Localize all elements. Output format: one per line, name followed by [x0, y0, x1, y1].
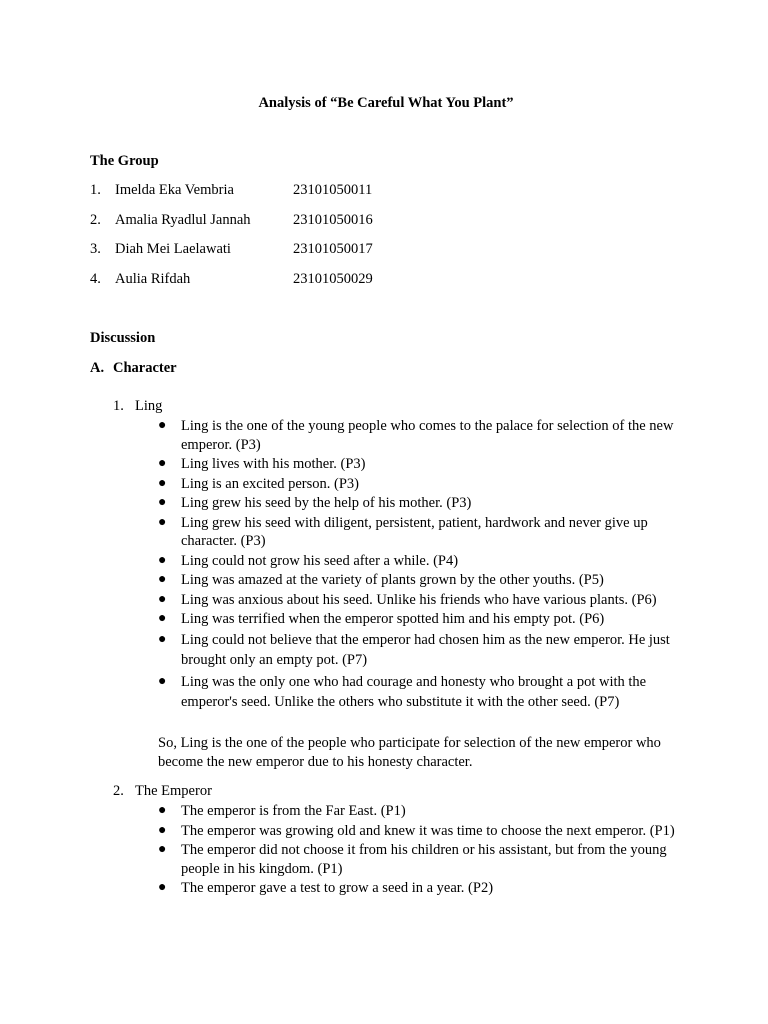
ling-summary: So, Ling is the one of the people who participate for selection of the new emperor who become the new emperor due to his honesty character.: [158, 735, 661, 770]
member-id: 23101050017: [293, 241, 373, 257]
point-text: Ling was the only one who had courage and honesty who brought a pot with the emperor's seed. Unlike the others who substitute it with the other seed. (P7): [181, 673, 647, 710]
bullet-icon: ●: [158, 842, 167, 857]
point-text: Ling grew his seed with diligent, persistent, patient, hardwork and never give up character. (P3): [181, 514, 648, 549]
group-member-row: [90, 212, 490, 232]
character-number: 2.: [113, 783, 124, 799]
bullet-icon: ●: [158, 822, 167, 838]
document-title: Analysis of “Be Careful What You Plant”: [258, 95, 514, 111]
point-text: Ling is an excited person. (P3): [181, 475, 359, 492]
list-item: [158, 630, 678, 671]
member-id: 23101050029: [293, 271, 373, 287]
bullet-icon: ●: [158, 673, 167, 689]
character-name: The Emperor: [135, 783, 212, 799]
point-text: Ling could not grow his seed after a while. (P4): [181, 552, 459, 569]
list-item: [158, 879, 678, 898]
list-item: [158, 822, 678, 841]
member-name: Amalia Ryadlul Jannah: [115, 212, 251, 228]
member-number: 3.: [90, 241, 101, 257]
discussion-heading: Discussion: [90, 330, 156, 346]
group-member-row: [90, 182, 490, 202]
bullet-icon: ●: [158, 803, 167, 818]
member-name: Imelda Eka Vembria: [115, 182, 234, 198]
bullet-icon: ●: [158, 475, 167, 491]
member-name: Diah Mei Laelawati: [115, 241, 231, 257]
list-item: [158, 802, 678, 821]
bullet-icon: ●: [158, 418, 167, 433]
bullet-icon: ●: [158, 552, 167, 568]
bullet-icon: ●: [158, 611, 167, 626]
member-number: 1.: [90, 182, 101, 198]
bullet-icon: ●: [158, 495, 167, 510]
list-item: [158, 610, 678, 629]
list-item: [158, 571, 678, 590]
ling-points-list: [158, 417, 678, 714]
point-text: The emperor is from the Far East. (P1): [181, 803, 406, 819]
character-number: 1.: [113, 398, 124, 414]
list-item: [158, 552, 678, 571]
point-text: The emperor was growing old and knew it was time to choose the next emperor. (P1): [181, 822, 675, 839]
point-text: Ling grew his seed by the help of his mother. (P3): [181, 495, 472, 511]
list-item: [158, 841, 678, 878]
point-text: Ling was terrified when the emperor spotted him and his empty pot. (P6): [181, 611, 605, 627]
point-text: Ling was anxious about his seed. Unlike his friends who have various plants. (P6): [181, 591, 657, 608]
bullet-icon: ●: [158, 880, 167, 895]
member-id: 23101050011: [293, 182, 373, 198]
group-member-row: [90, 241, 490, 261]
emperor-points-list: [158, 802, 678, 899]
section-letter: A.: [90, 360, 105, 376]
point-text: The emperor gave a test to grow a seed in a year. (P2): [181, 880, 494, 896]
bullet-icon: ●: [158, 572, 167, 587]
member-name: Aulia Rifdah: [115, 271, 191, 287]
section-label: Character: [113, 360, 177, 376]
member-number: 4.: [90, 271, 101, 287]
bullet-icon: ●: [158, 591, 167, 607]
group-member-row: [90, 271, 490, 291]
member-id: 23101050016: [293, 212, 373, 228]
member-number: 2.: [90, 212, 101, 228]
point-text: Ling could not believe that the emperor had chosen him as the new emperor. He just brought only an empty pot. (P7): [181, 631, 670, 668]
list-item: [158, 417, 678, 454]
bullet-icon: ●: [158, 514, 167, 530]
list-item: [158, 455, 678, 474]
list-item: [158, 591, 678, 610]
list-item: [158, 475, 678, 494]
point-text: The emperor did not choose it from his children or his assistant, but from the young people in his kingdom. (P1): [181, 842, 667, 877]
group-heading: The Group: [90, 153, 159, 169]
list-item: [158, 494, 678, 513]
point-text: Ling is the one of the young people who comes to the palace for selection of the new emperor. (P3): [181, 418, 674, 453]
character-name: Ling: [135, 398, 163, 414]
bullet-icon: ●: [158, 456, 167, 471]
point-text: Ling lives with his mother. (P3): [181, 456, 366, 472]
list-item: [158, 672, 678, 713]
point-text: Ling was amazed at the variety of plants grown by the other youths. (P5): [181, 572, 604, 588]
list-item: [158, 514, 678, 551]
bullet-icon: ●: [158, 631, 167, 647]
